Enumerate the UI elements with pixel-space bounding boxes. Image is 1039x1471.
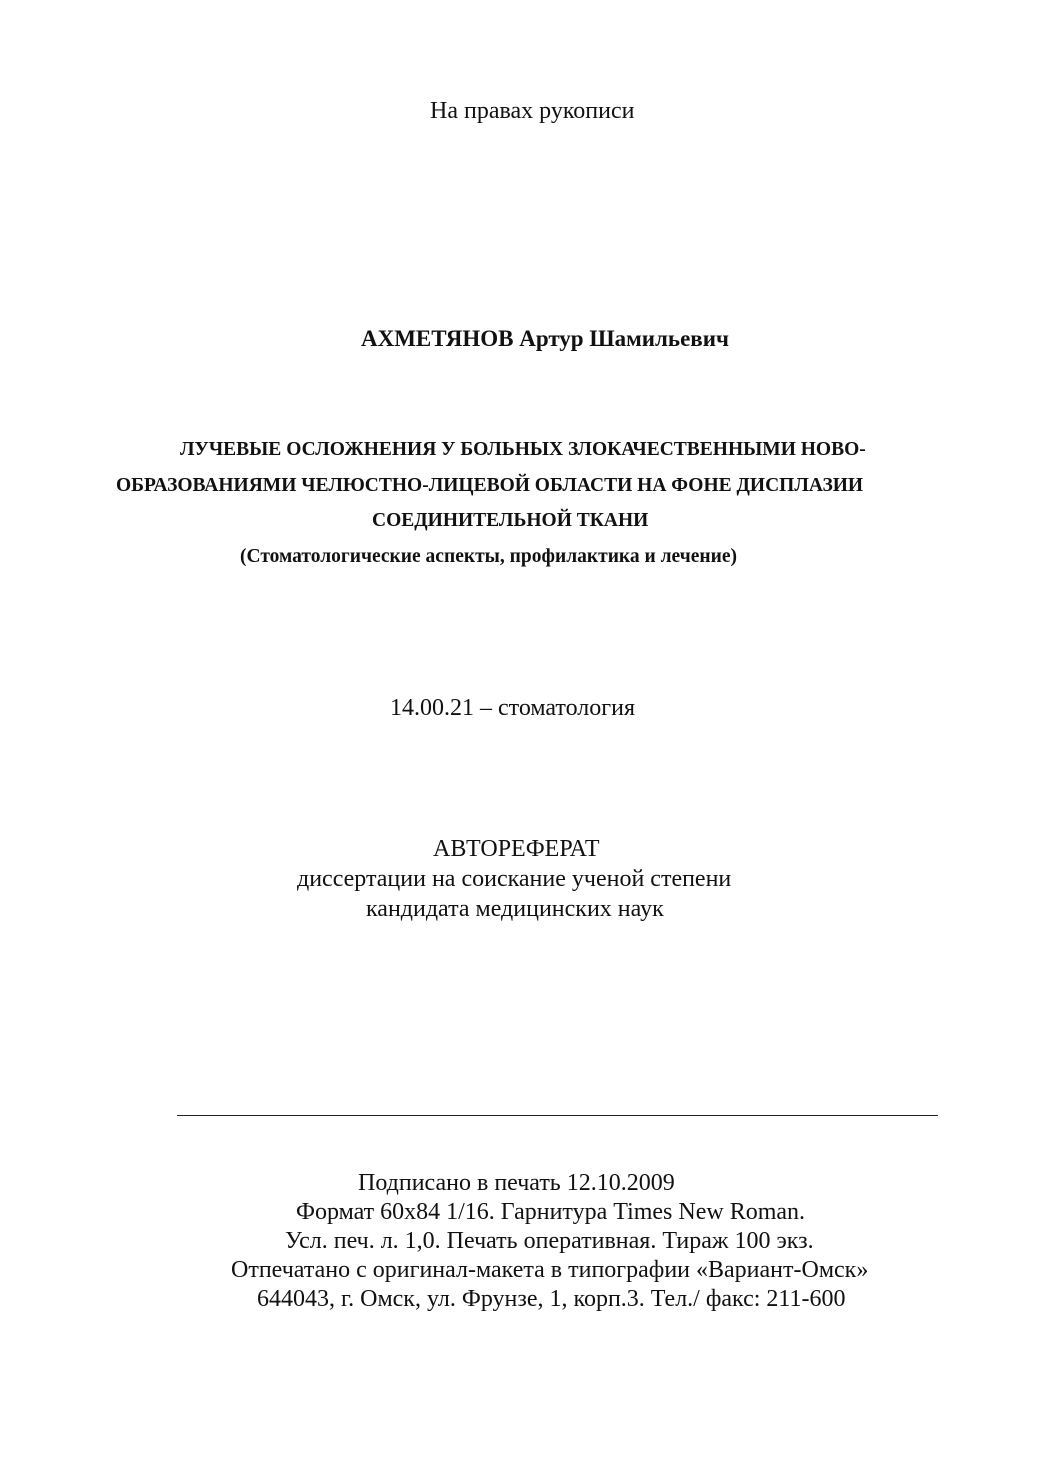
specialty-code: 14.00.21 – стоматология [390, 695, 635, 721]
imprint-line-5: 644043, г. Омск, ул. Фрунзе, 1, корп.3. Тел./ факс: 211-600 [257, 1286, 846, 1312]
author-name: АХМЕТЯНОВ Артур Шамильевич [361, 326, 729, 351]
title-line-2: ОБРАЗОВАНИЯМИ ЧЕЛЮСТНО-ЛИЦЕВОЙ ОБЛАСТИ НА ФОНЕ ДИСПЛАЗИИ [116, 475, 864, 496]
rights-notice: На правах рукописи [430, 98, 635, 124]
title-line-1: ЛУЧЕВЫЕ ОСЛОЖНЕНИЯ У БОЛЬНЫХ ЗЛОКАЧЕСТВЕННЫМИ НОВО- [180, 439, 866, 460]
imprint-line-4: Отпечатано с оригинал-макета в типографии «Вариант-Омск» [231, 1257, 869, 1283]
document-type-label: АВТОРЕФЕРАТ [433, 836, 600, 862]
imprint-line-1: Подписано в печать 12.10.2009 [358, 1170, 675, 1196]
title-subtitle: (Стоматологические аспекты, профилактика и лечение) [240, 546, 737, 567]
degree-line-2: кандидата медицинских наук [366, 896, 664, 922]
separator-rule [177, 1115, 938, 1116]
imprint-line-3: Усл. печ. л. 1,0. Печать оперативная. Тираж 100 экз. [285, 1228, 814, 1254]
degree-line-1: диссертации на соискание ученой степени [297, 866, 732, 892]
imprint-line-2: Формат 60x84 1/16. Гарнитура Times New Roman. [296, 1199, 806, 1225]
title-line-3: СОЕДИНИТЕЛЬНОЙ ТКАНИ [372, 510, 649, 531]
